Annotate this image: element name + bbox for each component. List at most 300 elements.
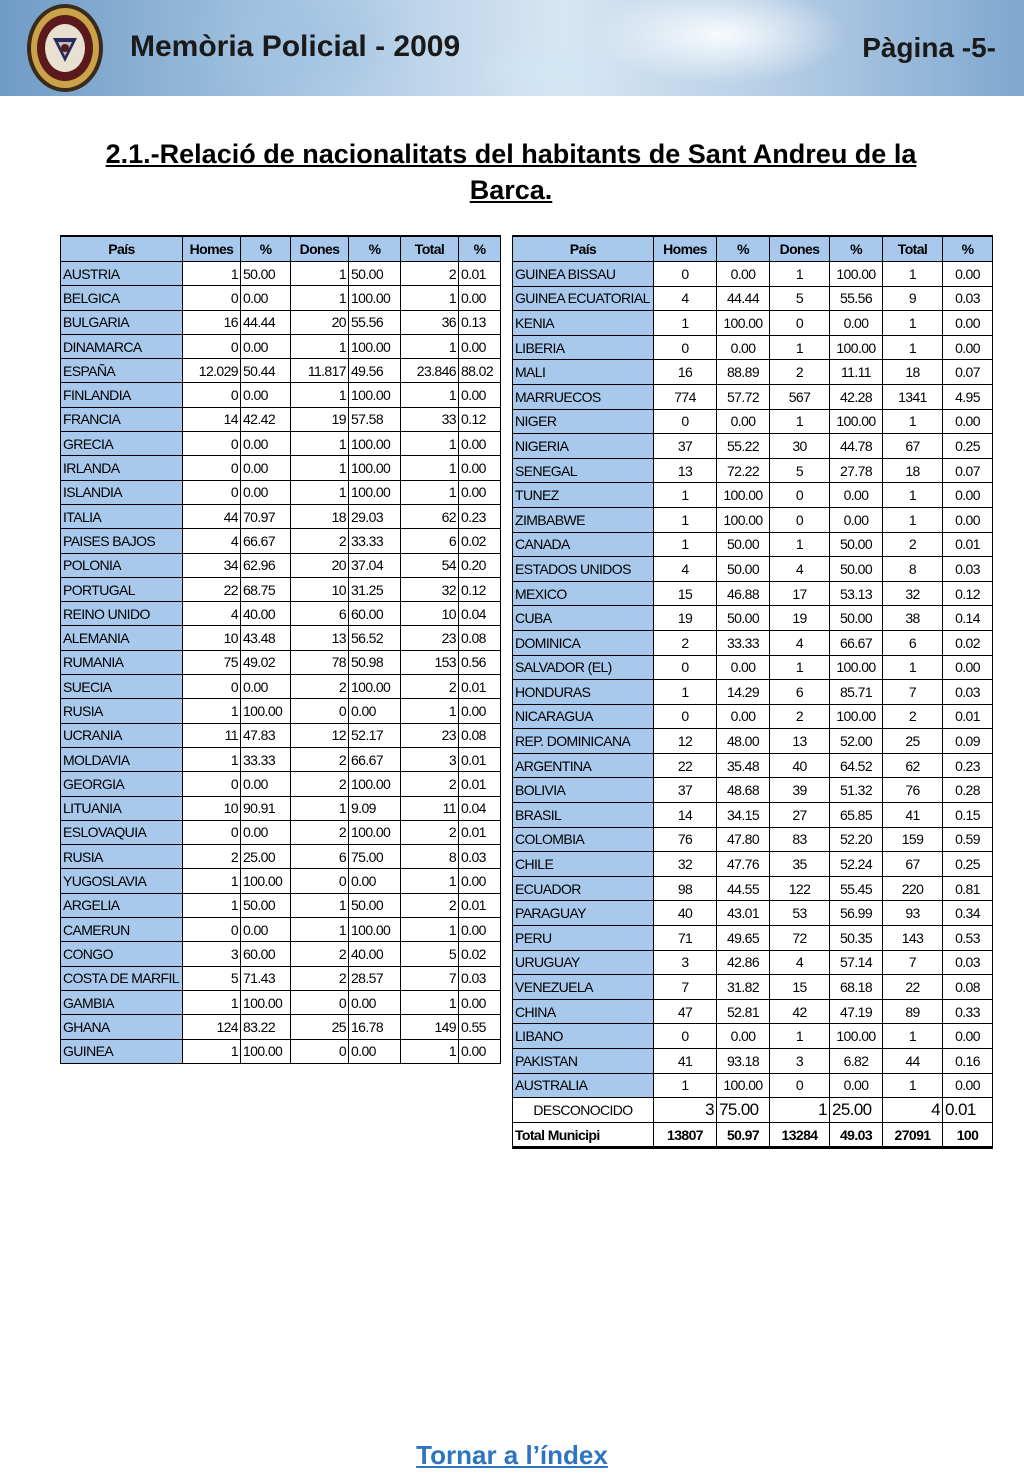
value-cell: 33: [401, 407, 459, 431]
table-row: [513, 926, 993, 951]
value-cell: 100.00: [830, 409, 883, 434]
country-cell: RUSIA: [61, 699, 183, 723]
country-cell: CANADA: [513, 532, 654, 557]
value-cell: 60.00: [349, 602, 401, 626]
value-cell: 220: [883, 876, 943, 901]
value-cell: 0.28: [943, 778, 993, 803]
value-cell: 57.72: [717, 384, 770, 409]
country-cell: Total Municipi: [513, 1122, 654, 1148]
table-row: [513, 286, 993, 311]
table-row: [513, 1073, 993, 1098]
column-header: %: [459, 236, 501, 262]
value-cell: 34: [183, 553, 241, 577]
column-header: %: [241, 236, 291, 262]
value-cell: 93.18: [717, 1049, 770, 1074]
value-cell: 66.67: [241, 529, 291, 553]
value-cell: 100.00: [717, 507, 770, 532]
value-cell: 1: [883, 1024, 943, 1049]
value-cell: 40: [770, 753, 830, 778]
value-cell: 2: [291, 820, 349, 844]
value-cell: 14: [654, 803, 717, 828]
value-cell: 1: [883, 262, 943, 287]
value-cell: 83.22: [241, 1015, 291, 1039]
value-cell: 11.817: [291, 359, 349, 383]
value-cell: 3: [183, 942, 241, 966]
value-cell: 37: [654, 434, 717, 459]
value-cell: 0.00: [717, 335, 770, 360]
value-cell: 4: [654, 286, 717, 311]
value-cell: 100.00: [717, 1073, 770, 1098]
country-cell: RUSIA: [61, 845, 183, 869]
table-row: [61, 626, 501, 650]
value-cell: 2: [291, 942, 349, 966]
value-cell: 50.00: [241, 893, 291, 917]
value-cell: 40.00: [349, 942, 401, 966]
value-cell: 15: [770, 975, 830, 1000]
value-cell: 1: [883, 507, 943, 532]
value-cell: 100.00: [241, 869, 291, 893]
table-row: [61, 359, 501, 383]
value-cell: 0.09: [943, 729, 993, 754]
value-cell: 44: [883, 1049, 943, 1074]
value-cell: 42.86: [717, 950, 770, 975]
value-cell: 68.75: [241, 577, 291, 601]
value-cell: 0.00: [943, 655, 993, 680]
value-cell: 0: [183, 383, 241, 407]
value-cell: 0.00: [349, 990, 401, 1014]
value-cell: 0.25: [943, 434, 993, 459]
column-header: Homes: [183, 236, 241, 262]
country-cell: PARAGUAY: [513, 901, 654, 926]
section-title: [36, 136, 986, 208]
value-cell: 50.44: [241, 359, 291, 383]
value-cell: 0.03: [943, 286, 993, 311]
value-cell: 4: [183, 529, 241, 553]
table-row: [61, 942, 501, 966]
value-cell: 0.01: [943, 704, 993, 729]
value-cell: 0: [654, 655, 717, 680]
country-cell: ECUADOR: [513, 876, 654, 901]
country-cell: NIGER: [513, 409, 654, 434]
value-cell: 4: [654, 557, 717, 582]
country-cell: MALI: [513, 360, 654, 385]
value-cell: 0.01: [459, 262, 501, 286]
value-cell: 28.57: [349, 966, 401, 990]
value-cell: 66.67: [830, 630, 883, 655]
value-cell: 19: [654, 606, 717, 631]
table-row: [513, 950, 993, 975]
value-cell: 27.78: [830, 458, 883, 483]
value-cell: 2: [401, 820, 459, 844]
value-cell: 12: [291, 723, 349, 747]
value-cell: 0.15: [943, 803, 993, 828]
value-cell: 0.00: [241, 456, 291, 480]
value-cell: 0.00: [717, 704, 770, 729]
value-cell: 0.00: [241, 675, 291, 699]
table-row: [513, 557, 993, 582]
country-cell: HONDURAS: [513, 680, 654, 705]
value-cell: 35.48: [717, 753, 770, 778]
value-cell: 0.02: [459, 942, 501, 966]
value-cell: 0.08: [459, 723, 501, 747]
value-cell: 85.71: [830, 680, 883, 705]
value-cell: 13: [654, 458, 717, 483]
value-cell: 68.18: [830, 975, 883, 1000]
value-cell: 4.95: [943, 384, 993, 409]
table-row: [513, 434, 993, 459]
value-cell: 0.00: [349, 1039, 401, 1063]
value-cell: 47.80: [717, 827, 770, 852]
value-cell: 0.01: [459, 893, 501, 917]
value-cell: 2: [291, 772, 349, 796]
value-cell: 38: [883, 606, 943, 631]
value-cell: 0.20: [459, 553, 501, 577]
value-cell: 0.12: [459, 407, 501, 431]
value-cell: 0.00: [241, 334, 291, 358]
value-cell: 1: [291, 432, 349, 456]
value-cell: 13: [770, 729, 830, 754]
value-cell: 0: [183, 820, 241, 844]
value-cell: 567: [770, 384, 830, 409]
country-cell: SALVADOR (EL): [513, 655, 654, 680]
country-cell: BULGARIA: [61, 310, 183, 334]
value-cell: 10: [401, 602, 459, 626]
value-cell: 0: [654, 262, 717, 287]
value-cell: 33.33: [349, 529, 401, 553]
value-cell: 0.00: [241, 772, 291, 796]
value-cell: 75.00: [717, 1098, 770, 1123]
country-cell: BRASIL: [513, 803, 654, 828]
table-row: [513, 704, 993, 729]
value-cell: 100.00: [830, 704, 883, 729]
value-cell: 16.78: [349, 1015, 401, 1039]
value-cell: 16: [183, 310, 241, 334]
value-cell: 50.00: [830, 557, 883, 582]
value-cell: 56.99: [830, 901, 883, 926]
value-cell: 5: [770, 286, 830, 311]
value-cell: 5: [770, 458, 830, 483]
value-cell: 46.88: [717, 581, 770, 606]
country-cell: AUSTRALIA: [513, 1073, 654, 1098]
value-cell: 11: [183, 723, 241, 747]
country-cell: DOMINICA: [513, 630, 654, 655]
value-cell: 31.82: [717, 975, 770, 1000]
value-cell: 1: [654, 1073, 717, 1098]
value-cell: 1: [183, 893, 241, 917]
value-cell: 62: [883, 753, 943, 778]
country-cell: RUMANIA: [61, 650, 183, 674]
value-cell: 0.00: [943, 1073, 993, 1098]
country-cell: CAMERUN: [61, 918, 183, 942]
value-cell: 0.00: [241, 432, 291, 456]
value-cell: 100.00: [349, 820, 401, 844]
table-row: [61, 334, 501, 358]
column-header: Total: [401, 236, 459, 262]
value-cell: 67: [883, 852, 943, 877]
value-cell: 6: [770, 680, 830, 705]
table-row: [61, 723, 501, 747]
value-cell: 0.01: [459, 820, 501, 844]
value-cell: 10: [183, 796, 241, 820]
value-cell: 31.25: [349, 577, 401, 601]
value-cell: 0.16: [943, 1049, 993, 1074]
value-cell: 1: [291, 262, 349, 286]
country-cell: COLOMBIA: [513, 827, 654, 852]
value-cell: 0.00: [241, 286, 291, 310]
value-cell: 0.59: [943, 827, 993, 852]
value-cell: 57.14: [830, 950, 883, 975]
page-number: Pàgina -5-: [862, 32, 996, 63]
country-cell: GEORGIA: [61, 772, 183, 796]
value-cell: 100.00: [241, 699, 291, 723]
value-cell: 40.00: [241, 602, 291, 626]
value-cell: 1: [770, 409, 830, 434]
value-cell: 0.02: [943, 630, 993, 655]
value-cell: 100.00: [830, 335, 883, 360]
value-cell: 65.85: [830, 803, 883, 828]
value-cell: 62: [401, 504, 459, 528]
value-cell: 0.01: [943, 1098, 993, 1123]
country-cell: ZIMBABWE: [513, 507, 654, 532]
value-cell: 0: [770, 483, 830, 508]
value-cell: 0.00: [459, 432, 501, 456]
value-cell: 23: [401, 723, 459, 747]
value-cell: 22: [654, 753, 717, 778]
value-cell: 2: [654, 630, 717, 655]
value-cell: 100.00: [717, 311, 770, 336]
value-cell: 19: [291, 407, 349, 431]
value-cell: 2: [401, 893, 459, 917]
value-cell: 9.09: [349, 796, 401, 820]
country-cell: GUINEA: [61, 1039, 183, 1063]
table-row: [61, 820, 501, 844]
value-cell: 0.00: [459, 699, 501, 723]
value-cell: 143: [883, 926, 943, 951]
value-cell: 6: [291, 602, 349, 626]
value-cell: 0.00: [830, 483, 883, 508]
value-cell: 1: [654, 311, 717, 336]
value-cell: 1: [770, 1098, 830, 1123]
value-cell: 50.35: [830, 926, 883, 951]
table-row: [61, 796, 501, 820]
value-cell: 0: [183, 675, 241, 699]
value-cell: 44: [183, 504, 241, 528]
value-cell: 4: [770, 950, 830, 975]
value-cell: 0: [183, 334, 241, 358]
value-cell: 67: [883, 434, 943, 459]
table-row: [513, 507, 993, 532]
value-cell: 1: [401, 918, 459, 942]
table-row: [513, 753, 993, 778]
value-cell: 1: [883, 483, 943, 508]
value-cell: 0.00: [717, 262, 770, 287]
table-row: [61, 1015, 501, 1039]
value-cell: 1: [183, 990, 241, 1014]
value-cell: 47: [654, 999, 717, 1024]
value-cell: 0.00: [830, 507, 883, 532]
value-cell: 100.00: [349, 456, 401, 480]
country-cell: LIBERIA: [513, 335, 654, 360]
value-cell: 3: [654, 950, 717, 975]
value-cell: 0.00: [717, 409, 770, 434]
value-cell: 40: [654, 901, 717, 926]
value-cell: 88.89: [717, 360, 770, 385]
value-cell: 17: [770, 581, 830, 606]
value-cell: 41: [654, 1049, 717, 1074]
table-row: [513, 483, 993, 508]
value-cell: 153: [401, 650, 459, 674]
value-cell: 1: [401, 432, 459, 456]
value-cell: 27: [770, 803, 830, 828]
value-cell: 100.00: [349, 383, 401, 407]
table-row: [61, 407, 501, 431]
value-cell: 0.00: [459, 286, 501, 310]
table-row: [513, 311, 993, 336]
value-cell: 36: [401, 310, 459, 334]
value-cell: 5: [183, 966, 241, 990]
value-cell: 71.43: [241, 966, 291, 990]
value-cell: 60.00: [241, 942, 291, 966]
table-row: [513, 778, 993, 803]
table-row: [513, 655, 993, 680]
value-cell: 100.00: [241, 990, 291, 1014]
value-cell: 0.00: [241, 383, 291, 407]
country-cell: ITALIA: [61, 504, 183, 528]
value-cell: 1: [770, 262, 830, 287]
value-cell: 149: [401, 1015, 459, 1039]
value-cell: 20: [291, 553, 349, 577]
value-cell: 52.20: [830, 827, 883, 852]
value-cell: 25.00: [830, 1098, 883, 1123]
value-cell: 0.12: [943, 581, 993, 606]
value-cell: 89: [883, 999, 943, 1024]
value-cell: 71: [654, 926, 717, 951]
column-header: %: [717, 236, 770, 262]
value-cell: 50.00: [717, 606, 770, 631]
value-cell: 100.00: [349, 918, 401, 942]
value-cell: 1: [291, 383, 349, 407]
value-cell: 51.32: [830, 778, 883, 803]
value-cell: 55.22: [717, 434, 770, 459]
value-cell: 0.01: [459, 675, 501, 699]
value-cell: 47.76: [717, 852, 770, 877]
value-cell: 18: [291, 504, 349, 528]
value-cell: 1: [401, 456, 459, 480]
table-row: [61, 747, 501, 771]
table-row: [61, 893, 501, 917]
country-cell: ESLOVAQUIA: [61, 820, 183, 844]
country-cell: NICARAGUA: [513, 704, 654, 729]
value-cell: 2: [770, 360, 830, 385]
value-cell: 1: [291, 456, 349, 480]
column-header: País: [61, 236, 183, 262]
value-cell: 0.01: [459, 747, 501, 771]
value-cell: 22: [183, 577, 241, 601]
value-cell: 0.00: [459, 869, 501, 893]
nationalities-table-right: [512, 235, 993, 1149]
value-cell: 0.04: [459, 602, 501, 626]
value-cell: 1: [401, 1039, 459, 1063]
value-cell: 0.00: [943, 311, 993, 336]
value-cell: 7: [883, 680, 943, 705]
value-cell: 0.00: [459, 334, 501, 358]
country-cell: IRLANDA: [61, 456, 183, 480]
value-cell: 52.17: [349, 723, 401, 747]
country-cell: POLONIA: [61, 553, 183, 577]
value-cell: 53: [770, 901, 830, 926]
back-to-index-link[interactable]: Tornar a l’índex: [416, 1440, 608, 1470]
value-cell: 1: [183, 699, 241, 723]
value-cell: 41: [883, 803, 943, 828]
country-cell: UCRANIA: [61, 723, 183, 747]
value-cell: 18: [883, 360, 943, 385]
value-cell: 22: [883, 975, 943, 1000]
value-cell: 0.53: [943, 926, 993, 951]
table-row: [61, 286, 501, 310]
value-cell: 100.00: [349, 772, 401, 796]
value-cell: 27091: [883, 1122, 943, 1148]
value-cell: 30: [770, 434, 830, 459]
value-cell: 44.78: [830, 434, 883, 459]
country-cell: BELGICA: [61, 286, 183, 310]
value-cell: 25: [291, 1015, 349, 1039]
country-cell: GUINEA ECUATORIAL: [513, 286, 654, 311]
header-title: Memòria Policial - 2009: [130, 30, 461, 63]
section-title-line1: 2.1.-Relació de nacionalitats del habitants de Sant Andreu de la: [105, 139, 917, 169]
table-row: [61, 918, 501, 942]
value-cell: 0.02: [459, 529, 501, 553]
value-cell: 8: [401, 845, 459, 869]
column-header: País: [513, 236, 654, 262]
country-cell: TUNEZ: [513, 483, 654, 508]
value-cell: 0: [770, 1073, 830, 1098]
value-cell: 0.33: [943, 999, 993, 1024]
value-cell: 23: [401, 626, 459, 650]
value-cell: 0: [770, 311, 830, 336]
value-cell: 12.029: [183, 359, 241, 383]
value-cell: 3: [401, 747, 459, 771]
table-row: [61, 772, 501, 796]
value-cell: 0.00: [943, 262, 993, 287]
country-cell: BOLIVIA: [513, 778, 654, 803]
value-cell: 0.01: [943, 532, 993, 557]
value-cell: 44.44: [241, 310, 291, 334]
value-cell: 1: [401, 286, 459, 310]
value-cell: 76: [883, 778, 943, 803]
country-cell: ESPAÑA: [61, 359, 183, 383]
value-cell: 49.65: [717, 926, 770, 951]
value-cell: 6: [883, 630, 943, 655]
value-cell: 0.12: [459, 577, 501, 601]
country-cell: COSTA DE MARFIL: [61, 966, 183, 990]
column-header: %: [943, 236, 993, 262]
country-cell: REINO UNIDO: [61, 602, 183, 626]
page-header: [0, 0, 1024, 96]
value-cell: 1: [401, 334, 459, 358]
table-header-row: [61, 236, 501, 262]
value-cell: 10: [291, 577, 349, 601]
value-cell: 4: [770, 630, 830, 655]
value-cell: 11: [401, 796, 459, 820]
value-cell: 23.846: [401, 359, 459, 383]
value-cell: 35: [770, 852, 830, 877]
value-cell: 98: [654, 876, 717, 901]
value-cell: 1: [291, 286, 349, 310]
total-row: [513, 1122, 993, 1148]
value-cell: 1: [654, 680, 717, 705]
column-header: %: [349, 236, 401, 262]
value-cell: 50.00: [830, 532, 883, 557]
